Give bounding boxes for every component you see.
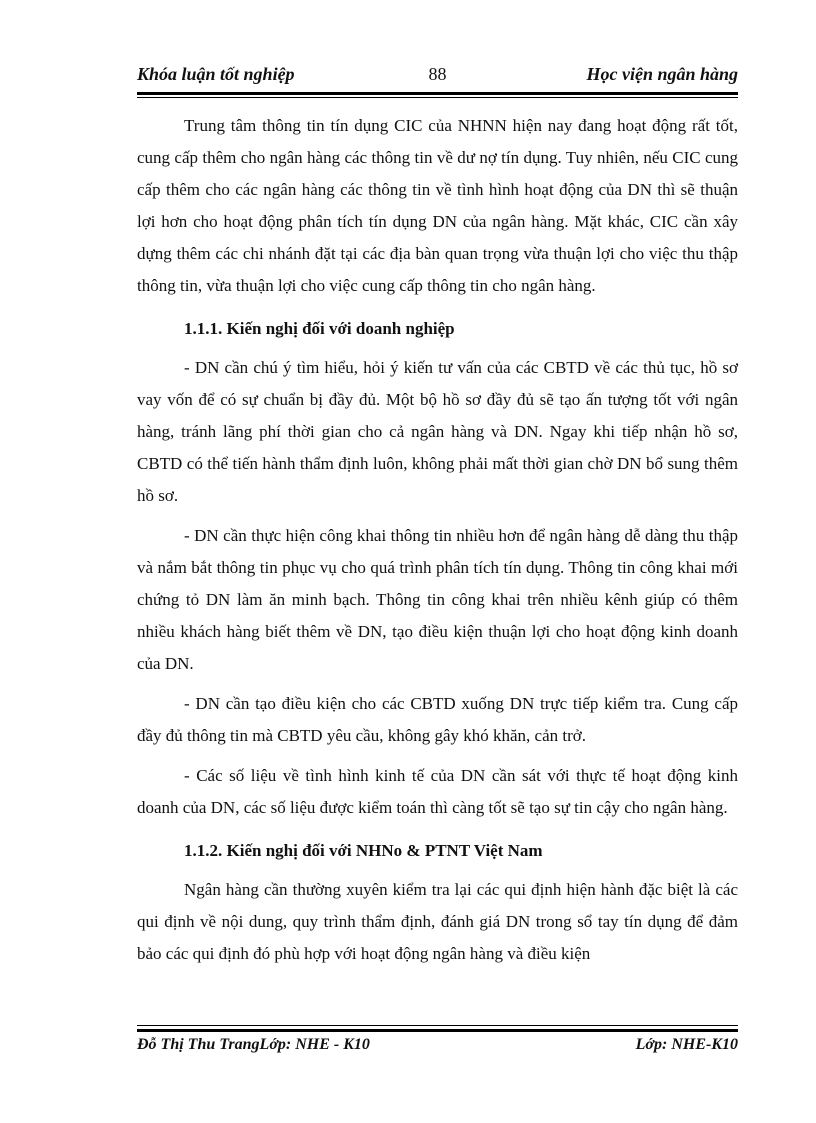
footer-author: Đỗ Thị Thu TrangLớp: NHE - K10 (137, 1036, 370, 1053)
paragraph-loan-documents: - DN cần chú ý tìm hiểu, hỏi ý kiến tư vấn của các CBTD về các thủ tục, hồ sơ vay vốn để có sự chuẩn bị đầy đủ. Một bộ hồ sơ đầy đủ sẽ tạo ấn tượng tốt với ngân hàng, tránh lãng phí thời gian cho cả ngân hàng và DN. Ngay khi tiếp nhận hồ sơ, CBTD có thể tiến hành thẩm định luôn, không phải mất thời gian chờ DN bổ sung thêm hồ sơ. (137, 358, 738, 505)
paragraph-financial-data: - Các số liệu về tình hình kinh tế của DN cần sát với thực tế hoạt động kinh doanh của DN, các số liệu được kiểm toán thì càng tốt sẽ tạo sự tin cậy cho ngân hàng. (137, 766, 738, 817)
paragraph-regulations: Ngân hàng cần thường xuyên kiểm tra lại các qui định hiện hành đặc biệt là các qui định về nội dung, quy trình thẩm định, đánh giá DN trong sổ tay tín dụng để đảm bảo các qui định đó phù hợp với hoạt động ngân hàng và điều kiện (137, 880, 738, 963)
header-rule-thick (137, 92, 738, 95)
paragraph-inspection: - DN cần tạo điều kiện cho các CBTD xuống DN trực tiếp kiểm tra. Cung cấp đầy đủ thông tin mà CBTD yêu cầu, không gây khó khăn, cản trở. (137, 694, 738, 745)
page-body (137, 110, 738, 970)
footer-class: Lớp: NHE-K10 (635, 1036, 738, 1053)
section-heading-enterprise: 1.1.1. Kiến nghị đối với doanh nghiệp (184, 319, 455, 338)
header-thesis-label: Khóa luận tốt nghiệp (137, 64, 295, 84)
page-header (137, 64, 738, 92)
page-footer (137, 1036, 738, 1060)
header-rule-thin (137, 97, 738, 98)
footer-rule-thick (137, 1029, 738, 1032)
header-institution: Học viện ngân hàng (586, 64, 738, 84)
footer-rule-thin (137, 1025, 738, 1026)
paragraph-disclosure: - DN cần thực hiện công khai thông tin nhiều hơn để ngân hàng dễ dàng thu thập và nắm bắt thông tin phục vụ cho quá trình phân tích tín dụng. Thông tin công khai mới chứng tỏ DN làm ăn minh bạch. Thông tin công khai trên nhiều kênh giúp có thêm nhiều khách hàng biết thêm về DN, tạo điều kiện thuận lợi cho hoạt động kinh doanh của DN. (137, 526, 738, 673)
section-heading-bank: 1.1.2. Kiến nghị đối với NHNo & PTNT Việt Nam (184, 841, 543, 860)
page-number: 88 (428, 64, 447, 84)
paragraph-cic: Trung tâm thông tin tín dụng CIC của NHNN hiện nay đang hoạt động rất tốt, cung cấp thêm cho ngân hàng các thông tin về dư nợ tín dụng. Tuy nhiên, nếu CIC cung cấp thêm cho các ngân hàng các thông tin về tình hình hoạt động của DN thì sẽ thuận lợi hơn cho hoạt động phân tích tín dụng DN của ngân hàng. Mặt khác, CIC cần xây dựng thêm các chi nhánh đặt tại các địa bàn quan trọng vừa thuận lợi cho việc thu thập thông tin, vừa thuận lợi cho việc cung cấp thông tin cho ngân hàng. (137, 116, 738, 295)
